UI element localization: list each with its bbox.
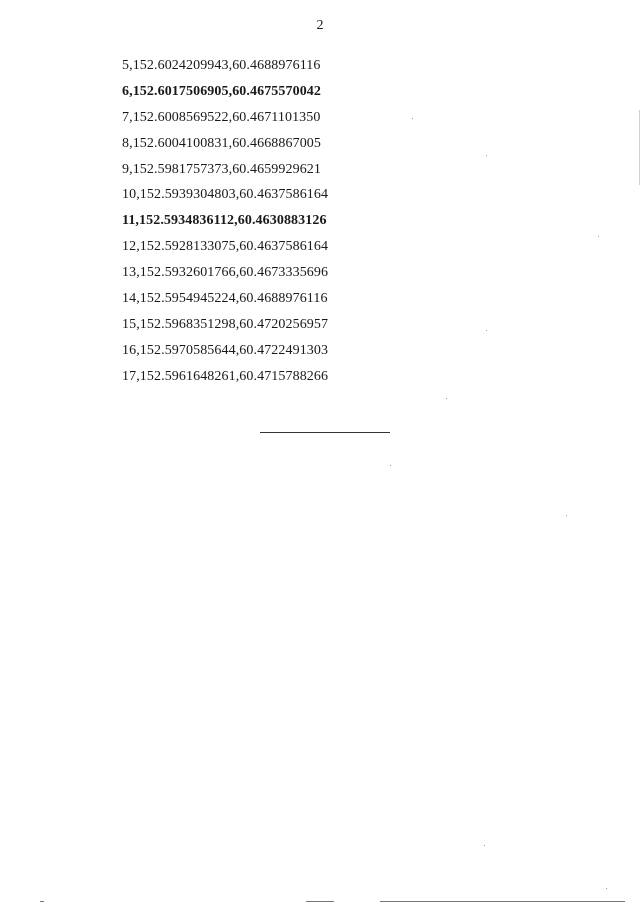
coordinate-line: 8,152.6004100831,60.4668867005 — [122, 135, 321, 151]
coordinate-line: 12,152.5928133075,60.4637586164 — [122, 239, 329, 255]
coordinate-line: 5,152.6024209943,60.4688976116 — [122, 58, 321, 73]
coordinate-line: 9,152.5981757373,60.4659929621 — [122, 161, 321, 177]
coordinate-line: 14,152.5954945224,60.4688976116 — [122, 291, 328, 307]
scan-speck — [412, 118, 413, 119]
scan-speck — [484, 845, 485, 846]
end-separator-line — [260, 432, 390, 433]
coordinate-line: 16,152.5970585644,60.4722491303 — [122, 342, 329, 358]
coordinate-line: 6,152.6017506905,60.4675570042 — [122, 83, 321, 99]
scan-speck — [598, 236, 599, 237]
scan-speck — [566, 515, 567, 516]
coordinate-line: 17,152.5961648261,60.4715788266 — [122, 368, 329, 384]
coordinate-line: 11,152.5934836112,60.4630883126 — [122, 213, 327, 229]
scan-bottom-rule — [40, 901, 44, 902]
scan-speck — [486, 155, 487, 156]
scan-speck — [446, 398, 447, 399]
scan-speck — [390, 465, 391, 466]
coordinate-list — [122, 53, 328, 390]
coordinate-line: 15,152.5968351298,60.4720256957 — [122, 316, 329, 332]
scan-speck — [606, 888, 607, 889]
coordinate-line: 13,152.5932601766,60.4673335696 — [122, 265, 329, 281]
page-number: 2 — [316, 18, 324, 33]
coordinate-line: 7,152.6008569522,60.4671101350 — [122, 109, 321, 125]
scan-speck — [486, 330, 487, 331]
coordinate-line: 10,152.5939304803,60.4637586164 — [122, 187, 329, 203]
scan-bottom-rule — [306, 901, 334, 902]
scan-bottom-rule — [380, 901, 625, 902]
